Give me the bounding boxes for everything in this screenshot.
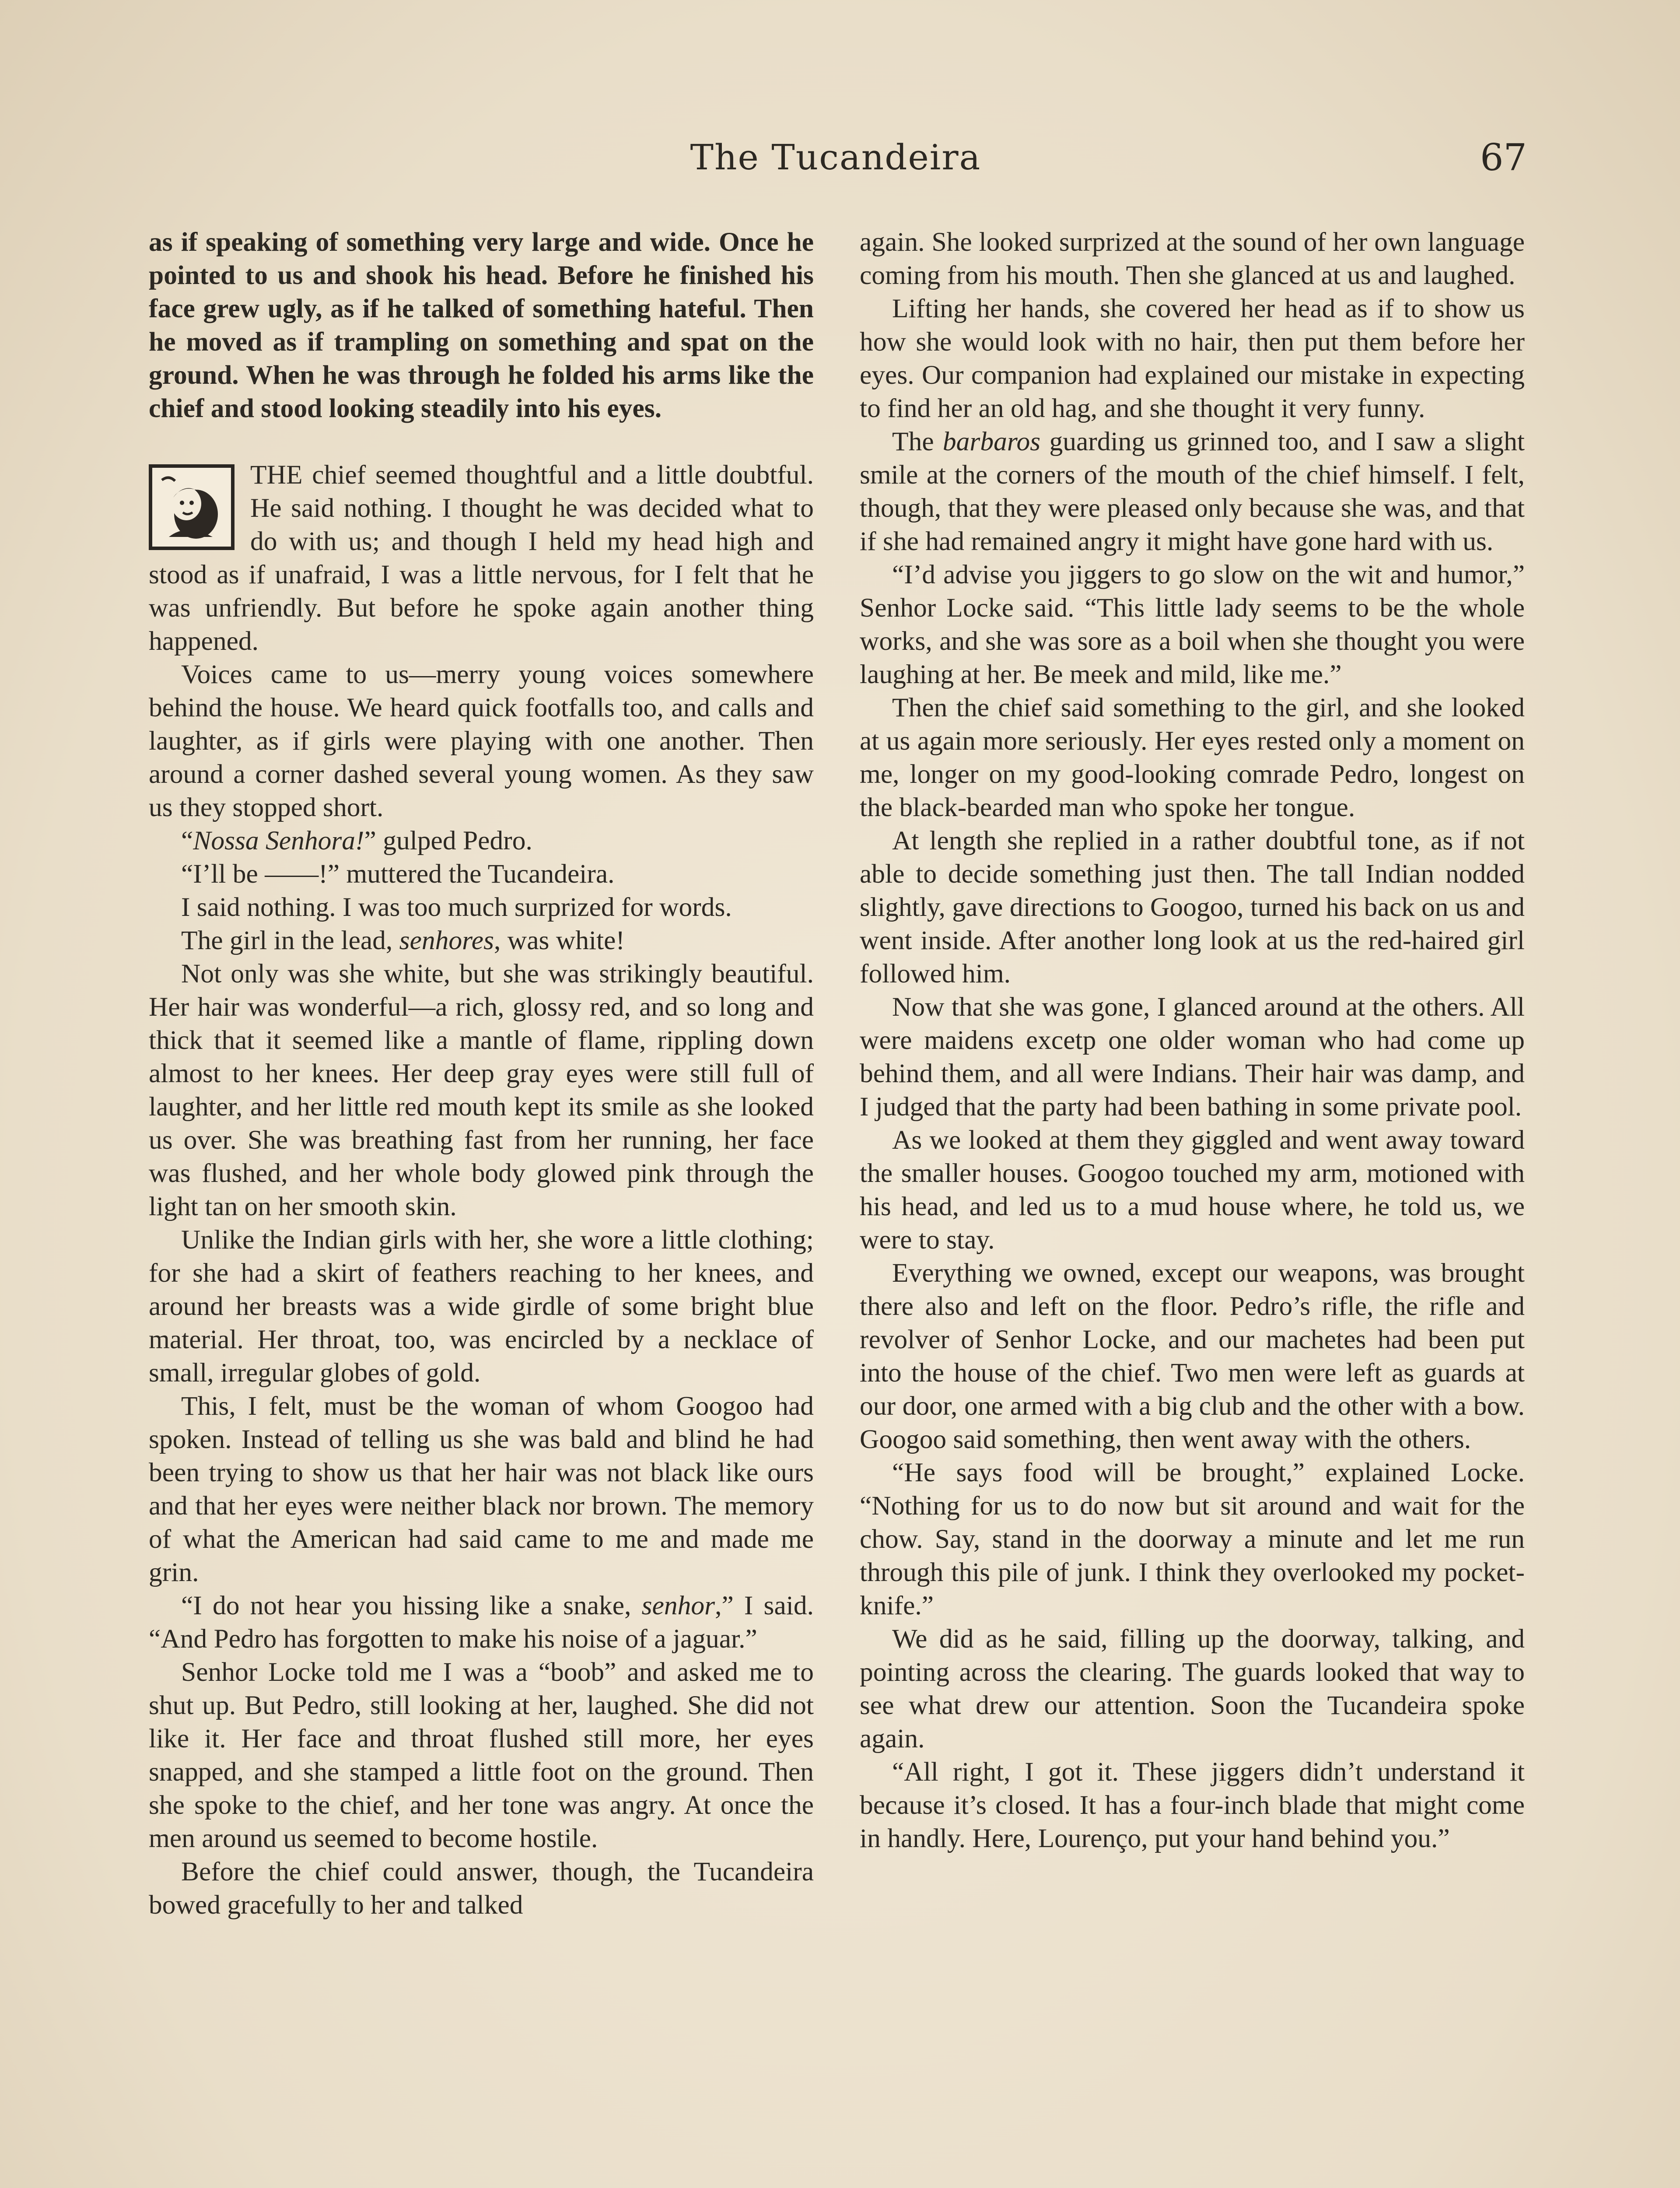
page-number: 67 — [1480, 136, 1527, 179]
paragraph — [149, 924, 814, 957]
italic-text: Nossa Senhora! — [193, 826, 364, 856]
paragraph: “I’ll be ——!” muttered the Tucandeira. — [181, 859, 615, 889]
paragraph — [149, 1589, 814, 1655]
paragraph-text: guarding us grinned too, and I saw a slight smile at the corners of the mouth of the chief himself. I felt, though, that they were pleased only because she was, and that if she had remained angry it might have gone hard with us. — [860, 427, 1525, 556]
paragraph-text: , was white! — [494, 926, 625, 955]
paragraph: “All right, I got it. These jiggers didn’t understand it because it’s closed. It has a four-inch blade that might come in handly. Here, Lourenço, put your hand behind you.” — [860, 1757, 1525, 1853]
paragraph: Now that she was gone, I glanced around at the others. All were maidens excetp one older woman who had come up behind them, and all were Indians. Their hair was damp, and I judged that the party had been bathing in some private pool. — [860, 992, 1525, 1122]
portrait-vignette-icon — [149, 464, 234, 550]
paragraph: “I’d advise you jiggers to go slow on the wit and humor,” Senhor Locke said. “This little lady seems to be the whole works, and she was sore as a boil when she thought you were laughing at her. Be meek and mild, like me.” — [860, 560, 1525, 689]
paragraph: Lifting her hands, she covered her head as if to show us how she would look with no hair, then put them before her eyes. Our companion had explained our mistake in expecting to find her an old hag, and she thought it very funny. — [860, 294, 1525, 423]
running-title: The Tucandeira — [690, 137, 981, 178]
italic-text: barbaros — [942, 427, 1041, 456]
paragraph: as if speaking of something very large and wide. Once he pointed to us and shook his head. Before he finished his face grew ugly, as if he talked of something hateful. Then he moved as if trampling on something and spat on the ground. When he was through he folded his arms like the chief and stood looking steadily into his eyes. — [149, 227, 814, 423]
paragraph: As we looked at them they giggled and went away toward the smaller houses. Googoo touched my arm, motioned with his head, and led us to a mud house where, he told us, we were to stay. — [860, 1125, 1525, 1255]
paragraph: Voices came to us—merry young voices somewhere behind the house. We heard quick footfalls too, and calls and laughter, as if girls were playing with one another. Then around a corner dashed several young women. As they saw us they stopped short. — [149, 659, 814, 822]
italic-text: senhor — [641, 1591, 715, 1620]
paragraph: “Nossa Senhora!” gulped Pedro. — [181, 826, 532, 856]
paragraph: Not only was she white, but she was strikingly beautiful. Her hair was wonderful—a rich, glossy red, and so long and thick that it seemed like a mantle of flame, rippling down almost to her knees. Her deep gray eyes were still full of laughter, and her little red mouth kept its smile as she looked us over. She was breathing fast from her running, her face was flushed, and her whole body glowed pink through the light tan on her smooth skin. — [149, 959, 814, 1221]
paragraph: again. She looked surprized at the sound of her own language coming from his mouth. Then she glanced at us and laughed. — [860, 227, 1525, 290]
paragraph-text: The girl in the lead, — [181, 926, 399, 955]
paragraph-text: gulped Pedro. — [376, 826, 532, 856]
section-break — [149, 425, 814, 458]
paragraph: Senhor Locke told me I was a “boob” and asked me to shut up. But Pedro, still looking at her, laughed. She did not like it. Her face and throat flushed still more, her eyes snapped, and she stamped a little foot on the ground. Then she spoke to the chief, and her tone was angry. At once the men around us seemed to become hostile. — [149, 1657, 814, 1853]
paragraph: “He says food will be brought,” explained Locke. “Nothing for us to do now but sit around and wait for the chow. Say, stand in the doorway a minute and let me run through this pile of junk. I think they overlooked my pocket-knife.” — [860, 1458, 1525, 1620]
paragraph: Then the chief said something to the girl, and she looked at us again more seriously. Her eyes rested only a moment on me, longer on my good-looking comrade Pedro, longest on the black-bearded man who spoke her tongue. — [860, 693, 1525, 822]
paragraph: Everything we owned, except our weapons, was brought there also and left on the floor. Pedro’s rifle, the rifle and revolver of Senhor Locke, and our machetes had been put into the house of the chief. Two men were left as guards at our door, one armed with a big club and the other with a bow. Googoo said something, then went away with the others. — [860, 1258, 1525, 1454]
paragraph: Before the chief could answer, though, the Tucandeira bowed gracefully to her and talked — [149, 1857, 814, 1920]
paragraph: We did as he said, filling up the doorway, talking, and pointing across the clearing. The guards looked that way to see what drew our attention. Soon the Tucandeira spoke again. — [860, 1624, 1525, 1753]
paragraph: At length she replied in a rather doubtful tone, as if not able to decide something just then. The tall Indian nodded slightly, gave directions to Googoo, turned his back on us and went inside. After another long look at us the red-haired girl followed him. — [860, 826, 1525, 989]
paragraph-with-initial — [149, 458, 814, 658]
right-column — [860, 225, 1525, 1855]
paragraph-text: The — [892, 427, 943, 456]
paragraph-text: “I do not hear you hissing like a snake, — [181, 1591, 642, 1620]
left-column — [149, 225, 814, 1922]
italic-text: senhores — [399, 926, 494, 955]
paragraph-text: THE chief seemed thoughtful and a little doubtful. He said nothing. I thought he was decided what to do with us; and though I held my head high and stood as if unafraid, I was a little nervous, for I felt that he was unfriendly. But before he spoke again another thing happened. — [149, 460, 814, 656]
paragraph: Unlike the Indian girls with her, she wore a little clothing; for she had a skirt of feathers reaching to her knees, and around her breasts was a wide girdle of some bright blue material. Her throat, too, was encircled by a necklace of small, irregular globes of gold. — [149, 1225, 814, 1388]
paragraph: This, I felt, must be the woman of whom Googoo had spoken. Instead of telling us she was bald and blind he had been trying to show us that her hair was not black like ours and that her eyes were neither black nor brown. The memory of what the American had said came to me and made me grin. — [149, 1391, 814, 1587]
page-header — [144, 131, 1527, 184]
paragraph — [860, 425, 1525, 558]
paragraph: I said nothing. I was too much surprized for words. — [181, 892, 732, 922]
paragraph-text: ,” I said. “And Pedro has forgotten to make his noise of a jaguar.” — [149, 1591, 814, 1654]
